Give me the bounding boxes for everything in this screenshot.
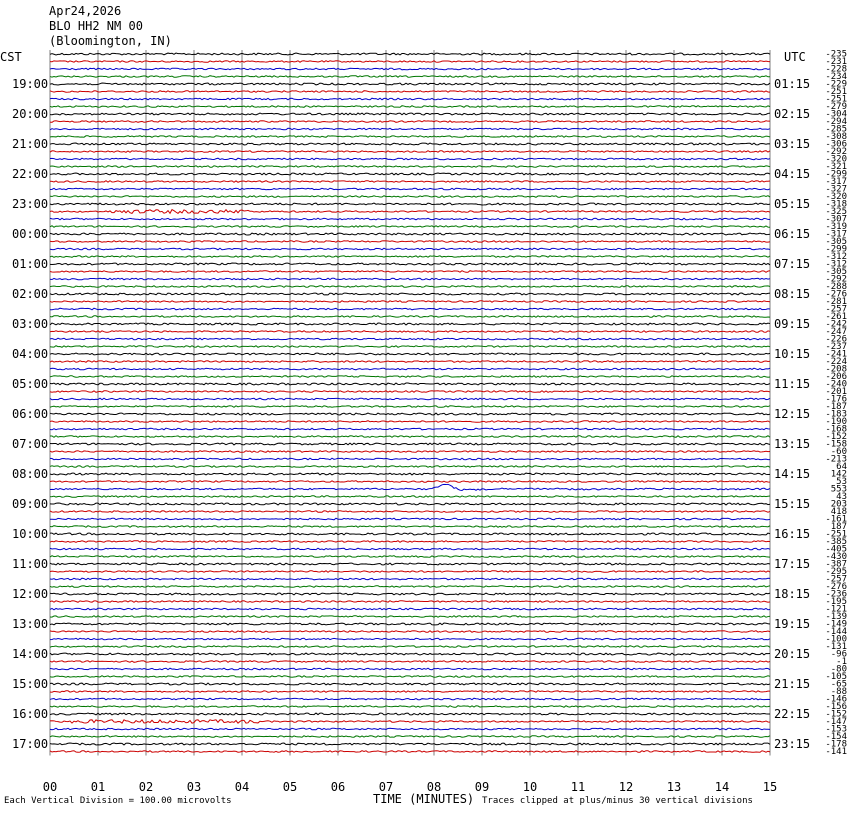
trace-offset-36: -242 bbox=[825, 319, 847, 330]
trace-7 bbox=[50, 106, 770, 108]
trace-79 bbox=[50, 646, 770, 648]
trace-6 bbox=[50, 98, 770, 100]
trace-offset-10: -285 bbox=[825, 124, 847, 135]
cst-hour-label: 01:00 bbox=[12, 257, 49, 271]
header-location: (Bloomington, IN) bbox=[49, 34, 172, 48]
utc-hour-label: 12:15 bbox=[774, 407, 811, 421]
cst-hour-label: 20:00 bbox=[12, 107, 49, 121]
trace-14 bbox=[50, 158, 770, 160]
cst-hour-labels bbox=[12, 77, 48, 751]
trace-35 bbox=[50, 316, 770, 318]
trace-offset-65: -385 bbox=[825, 537, 847, 547]
trace-50 bbox=[50, 428, 770, 430]
trace-27 bbox=[50, 256, 770, 258]
trace-89 bbox=[50, 720, 770, 723]
trace-offset-57: 53 bbox=[836, 477, 847, 487]
header-station: BLO HH2 NM 00 bbox=[49, 19, 143, 33]
trace-offset-41: -224 bbox=[825, 357, 847, 367]
trace-19 bbox=[50, 196, 770, 198]
trace-offset-63: 187 bbox=[830, 522, 847, 532]
trace-84 bbox=[50, 683, 770, 685]
trace-86 bbox=[50, 698, 770, 700]
trace-offset-0: -235 bbox=[825, 49, 847, 60]
utc-hour-label: 19:15 bbox=[774, 617, 811, 631]
trace-offset-16: -299 bbox=[825, 169, 847, 180]
trace-offset-50: -168 bbox=[825, 424, 847, 435]
trace-59 bbox=[50, 496, 770, 498]
trace-8 bbox=[50, 113, 770, 115]
trace-offset-31: -288 bbox=[825, 282, 847, 292]
x-tick-12: 12 bbox=[618, 780, 634, 794]
trace-44 bbox=[50, 383, 770, 385]
trace-offset-83: -105 bbox=[825, 672, 847, 682]
cst-hour-label: 08:00 bbox=[12, 467, 49, 481]
trace-offset-91: -154 bbox=[825, 732, 847, 742]
trace-offset-51: -152 bbox=[825, 432, 847, 442]
cst-hour-label: 02:00 bbox=[12, 287, 49, 301]
trace-76 bbox=[50, 623, 770, 625]
trace-3 bbox=[50, 76, 770, 78]
trace-78 bbox=[50, 638, 770, 640]
utc-hour-label: 17:15 bbox=[774, 557, 811, 571]
utc-hour-label: 21:15 bbox=[774, 677, 811, 691]
trace-39 bbox=[50, 346, 770, 348]
trace-29 bbox=[50, 271, 770, 273]
trace-offset-76: -149 bbox=[825, 619, 847, 630]
trace-60 bbox=[50, 503, 770, 505]
utc-hour-label: 03:15 bbox=[774, 137, 811, 151]
trace-11 bbox=[50, 136, 770, 138]
utc-hour-label: 22:15 bbox=[774, 707, 811, 721]
trace-13 bbox=[50, 151, 770, 153]
trace-offset-54: -213 bbox=[825, 454, 847, 465]
trace-offset-62: -161 bbox=[825, 514, 847, 525]
trace-offset-68: -387 bbox=[825, 559, 847, 570]
trace-offset-79: -131 bbox=[825, 642, 847, 652]
x-tick-05: 05 bbox=[282, 780, 298, 794]
time-grid bbox=[50, 50, 770, 756]
utc-hour-label: 07:15 bbox=[774, 257, 811, 271]
utc-hour-label: 10:15 bbox=[774, 347, 811, 361]
trace-30 bbox=[50, 278, 770, 280]
cst-hour-label: 17:00 bbox=[12, 737, 49, 751]
trace-33 bbox=[50, 301, 770, 303]
cst-hour-label: 23:00 bbox=[12, 197, 49, 211]
x-tick-13: 13 bbox=[666, 780, 682, 794]
trace-45 bbox=[50, 391, 770, 393]
trace-offset-92: -178 bbox=[825, 739, 847, 750]
x-tick-14: 14 bbox=[714, 780, 730, 794]
x-axis-title: TIME (MINUTES) bbox=[373, 792, 475, 806]
trace-offset-90: -153 bbox=[825, 724, 847, 735]
trace-offset-14: -320 bbox=[825, 154, 847, 165]
trace-37 bbox=[50, 331, 770, 333]
x-tick-06: 06 bbox=[330, 780, 346, 794]
trace-offset-71: -276 bbox=[825, 582, 847, 592]
trace-83 bbox=[50, 676, 770, 678]
trace-offset-5: -251 bbox=[825, 87, 847, 97]
trace-offset-30: -292 bbox=[825, 274, 847, 285]
trace-offset-85: -88 bbox=[830, 687, 847, 697]
trace-24 bbox=[50, 233, 770, 235]
trace-31 bbox=[50, 286, 770, 288]
trace-offset-1: -231 bbox=[825, 57, 847, 67]
trace-91 bbox=[50, 736, 770, 738]
x-tick-10: 10 bbox=[522, 780, 538, 794]
cst-hour-label: 07:00 bbox=[12, 437, 49, 451]
trace-61 bbox=[50, 511, 770, 513]
trace-offset-78: -100 bbox=[825, 634, 847, 645]
trace-offset-13: -292 bbox=[825, 147, 847, 157]
trace-offset-11: -308 bbox=[825, 132, 847, 142]
trace-34 bbox=[50, 308, 770, 310]
trace-offset-47: -187 bbox=[825, 402, 847, 412]
trace-offset-2: -228 bbox=[825, 64, 847, 75]
trace-57 bbox=[50, 481, 770, 483]
trace-offset-93: -141 bbox=[825, 747, 847, 757]
trace-0 bbox=[50, 53, 770, 55]
trace-offset-42: -208 bbox=[825, 364, 847, 375]
trace-offset-19: -320 bbox=[825, 192, 847, 202]
trace-offset-81: -1 bbox=[836, 657, 847, 667]
trace-offset-6: -251 bbox=[825, 94, 847, 105]
cst-hour-label: 15:00 bbox=[12, 677, 49, 691]
cst-hour-label: 11:00 bbox=[12, 557, 49, 571]
trace-offset-48: -183 bbox=[825, 409, 847, 420]
x-tick-03: 03 bbox=[186, 780, 202, 794]
trace-offset-70: -257 bbox=[825, 574, 847, 585]
x-tick-01: 01 bbox=[90, 780, 106, 794]
x-tick-04: 04 bbox=[234, 780, 250, 794]
trace-80 bbox=[50, 653, 770, 655]
trace-9 bbox=[50, 121, 770, 123]
trace-28 bbox=[50, 263, 770, 265]
trace-16 bbox=[50, 173, 770, 175]
trace-offset-15: -321 bbox=[825, 162, 847, 172]
trace-offset-26: -299 bbox=[825, 244, 847, 255]
trace-73 bbox=[50, 601, 770, 603]
trace-offset-labels bbox=[825, 50, 847, 758]
utc-hour-label: 23:15 bbox=[774, 737, 811, 751]
trace-4 bbox=[50, 83, 770, 85]
trace-offset-87: -156 bbox=[825, 702, 847, 712]
trace-offset-56: 142 bbox=[830, 469, 847, 480]
trace-offset-74: -121 bbox=[825, 604, 847, 615]
trace-93 bbox=[50, 751, 770, 753]
trace-69 bbox=[50, 571, 770, 573]
trace-offset-60: 203 bbox=[830, 499, 847, 510]
trace-21 bbox=[50, 210, 770, 214]
cst-hour-label: 16:00 bbox=[12, 707, 49, 721]
utc-hour-label: 20:15 bbox=[774, 647, 811, 661]
trace-offset-7: -279 bbox=[825, 102, 847, 112]
trace-offset-59: 43 bbox=[836, 492, 847, 502]
trace-offset-21: -325 bbox=[825, 207, 847, 217]
cst-hour-label: 10:00 bbox=[12, 527, 49, 541]
trace-offset-84: -65 bbox=[830, 679, 847, 690]
clip-note: Traces clipped at plus/minus 30 vertical divisions bbox=[482, 796, 753, 806]
trace-38 bbox=[50, 338, 770, 340]
x-tick-02: 02 bbox=[138, 780, 154, 794]
cst-hour-label: 12:00 bbox=[12, 587, 49, 601]
trace-offset-40: -241 bbox=[825, 349, 847, 360]
cst-hour-label: 00:00 bbox=[12, 227, 49, 241]
trace-62 bbox=[50, 518, 770, 520]
trace-offset-45: -201 bbox=[825, 387, 847, 397]
trace-offset-86: -146 bbox=[825, 694, 847, 705]
cst-hour-label: 03:00 bbox=[12, 317, 49, 331]
trace-offset-53: -60 bbox=[830, 447, 847, 457]
trace-58 bbox=[50, 484, 770, 490]
trace-offset-82: -80 bbox=[830, 664, 847, 675]
trace-82 bbox=[50, 668, 770, 670]
trace-offset-73: -195 bbox=[825, 597, 847, 607]
trace-offset-20: -318 bbox=[825, 199, 847, 210]
cst-hour-label: 21:00 bbox=[12, 137, 49, 151]
trace-offset-8: -304 bbox=[825, 109, 847, 120]
trace-92 bbox=[50, 743, 770, 745]
trace-18 bbox=[50, 188, 770, 190]
trace-52 bbox=[50, 443, 770, 445]
trace-offset-28: -312 bbox=[825, 259, 847, 270]
trace-36 bbox=[50, 323, 770, 325]
trace-67 bbox=[50, 556, 770, 558]
utc-hour-label: 09:15 bbox=[774, 317, 811, 331]
cst-hour-label: 22:00 bbox=[12, 167, 49, 181]
cst-hour-label: 04:00 bbox=[12, 347, 49, 361]
trace-22 bbox=[50, 218, 770, 220]
trace-offset-3: -234 bbox=[825, 72, 847, 82]
trace-65 bbox=[50, 541, 770, 543]
seismic-traces bbox=[50, 53, 770, 752]
trace-offset-18: -327 bbox=[825, 184, 847, 195]
utc-hour-label: 16:15 bbox=[774, 527, 811, 541]
trace-offset-46: -176 bbox=[825, 394, 847, 405]
trace-2 bbox=[50, 68, 770, 70]
cst-hour-label: 13:00 bbox=[12, 617, 49, 631]
cst-hour-label: 19:00 bbox=[12, 77, 49, 91]
trace-54 bbox=[50, 458, 770, 460]
trace-46 bbox=[50, 398, 770, 400]
trace-17 bbox=[50, 181, 770, 183]
trace-87 bbox=[50, 706, 770, 708]
trace-offset-34: -257 bbox=[825, 304, 847, 315]
trace-68 bbox=[50, 563, 770, 565]
trace-offset-22: -307 bbox=[825, 214, 847, 225]
trace-offset-17: -317 bbox=[825, 177, 847, 187]
trace-64 bbox=[50, 533, 770, 535]
trace-55 bbox=[50, 466, 770, 468]
trace-offset-37: -247 bbox=[825, 327, 847, 337]
trace-66 bbox=[50, 548, 770, 550]
trace-71 bbox=[50, 586, 770, 588]
trace-88 bbox=[50, 713, 770, 715]
trace-23 bbox=[50, 226, 770, 228]
x-tick-00: 00 bbox=[42, 780, 58, 794]
trace-20 bbox=[50, 203, 770, 205]
cst-hour-label: 09:00 bbox=[12, 497, 49, 511]
trace-48 bbox=[50, 413, 770, 415]
trace-47 bbox=[50, 406, 770, 408]
trace-offset-23: -319 bbox=[825, 222, 847, 232]
trace-offset-75: -139 bbox=[825, 612, 847, 622]
trace-53 bbox=[50, 451, 770, 453]
utc-hour-label: 14:15 bbox=[774, 467, 811, 481]
trace-offset-69: -295 bbox=[825, 567, 847, 577]
trace-offset-52: -158 bbox=[825, 439, 847, 450]
trace-offset-55: 64 bbox=[836, 462, 847, 472]
trace-1 bbox=[50, 61, 770, 63]
trace-72 bbox=[50, 593, 770, 595]
trace-offset-49: -190 bbox=[825, 417, 847, 427]
scale-note: Each Vertical Division = 100.00 microvolts bbox=[4, 796, 232, 806]
trace-40 bbox=[50, 353, 770, 355]
trace-32 bbox=[50, 293, 770, 295]
trace-offset-24: -317 bbox=[825, 229, 847, 240]
trace-offset-64: -251 bbox=[825, 529, 847, 540]
utc-hour-labels bbox=[774, 77, 810, 751]
trace-offset-88: -152 bbox=[825, 709, 847, 720]
trace-49 bbox=[50, 421, 770, 423]
trace-offset-32: -276 bbox=[825, 289, 847, 300]
cst-hour-label: 14:00 bbox=[12, 647, 49, 661]
trace-70 bbox=[50, 578, 770, 580]
cst-hour-label: 05:00 bbox=[12, 377, 49, 391]
trace-offset-9: -294 bbox=[825, 117, 847, 127]
trace-offset-38: -226 bbox=[825, 334, 847, 345]
trace-offset-72: -236 bbox=[825, 589, 847, 600]
trace-77 bbox=[50, 631, 770, 633]
trace-75 bbox=[50, 616, 770, 618]
x-tick-09: 09 bbox=[474, 780, 490, 794]
utc-hour-label: 13:15 bbox=[774, 437, 811, 451]
trace-offset-35: -261 bbox=[825, 312, 847, 322]
trace-43 bbox=[50, 376, 770, 378]
trace-10 bbox=[50, 128, 770, 130]
trace-offset-39: -237 bbox=[825, 342, 847, 352]
trace-offset-66: -405 bbox=[825, 544, 847, 555]
cst-hour-label: 06:00 bbox=[12, 407, 49, 421]
trace-offset-4: -229 bbox=[825, 79, 847, 90]
utc-hour-label: 11:15 bbox=[774, 377, 811, 391]
utc-hour-label: 06:15 bbox=[774, 227, 811, 241]
trace-74 bbox=[50, 608, 770, 610]
trace-85 bbox=[50, 691, 770, 693]
utc-hour-label: 08:15 bbox=[774, 287, 811, 301]
trace-5 bbox=[50, 91, 770, 93]
trace-90 bbox=[50, 728, 770, 730]
utc-hour-label: 01:15 bbox=[774, 77, 811, 91]
utc-hour-label: 18:15 bbox=[774, 587, 811, 601]
trace-15 bbox=[50, 166, 770, 168]
trace-offset-29: -305 bbox=[825, 267, 847, 277]
header-date: Apr24,2026 bbox=[49, 4, 122, 18]
trace-offset-43: -206 bbox=[825, 372, 847, 382]
trace-offset-77: -144 bbox=[825, 627, 847, 637]
trace-41 bbox=[50, 361, 770, 363]
trace-offset-27: -312 bbox=[825, 252, 847, 262]
x-tick-08: 08 bbox=[426, 780, 442, 794]
utc-hour-label: 04:15 bbox=[774, 167, 811, 181]
left-zone-label: CST bbox=[0, 50, 22, 64]
x-tick-11: 11 bbox=[570, 780, 586, 794]
x-tick-15: 15 bbox=[762, 780, 778, 794]
trace-offset-58: 553 bbox=[830, 484, 847, 495]
utc-hour-label: 05:15 bbox=[774, 197, 811, 211]
utc-hour-label: 02:15 bbox=[774, 107, 811, 121]
trace-51 bbox=[50, 436, 770, 438]
x-tick-07: 07 bbox=[378, 780, 394, 794]
trace-offset-44: -240 bbox=[825, 379, 847, 390]
utc-hour-label: 15:15 bbox=[774, 497, 811, 511]
trace-56 bbox=[50, 473, 770, 475]
trace-offset-89: -147 bbox=[825, 717, 847, 727]
trace-offset-80: -96 bbox=[830, 649, 847, 660]
trace-offset-33: -281 bbox=[825, 297, 847, 307]
trace-26 bbox=[50, 248, 770, 250]
trace-offset-12: -306 bbox=[825, 139, 847, 150]
trace-81 bbox=[50, 661, 770, 663]
trace-42 bbox=[50, 368, 770, 370]
trace-63 bbox=[50, 526, 770, 528]
trace-offset-25: -305 bbox=[825, 237, 847, 247]
trace-offset-61: 418 bbox=[830, 507, 847, 517]
trace-12 bbox=[50, 143, 770, 145]
trace-offset-67: -430 bbox=[825, 552, 847, 562]
right-zone-label: UTC bbox=[784, 50, 806, 64]
trace-25 bbox=[50, 241, 770, 243]
